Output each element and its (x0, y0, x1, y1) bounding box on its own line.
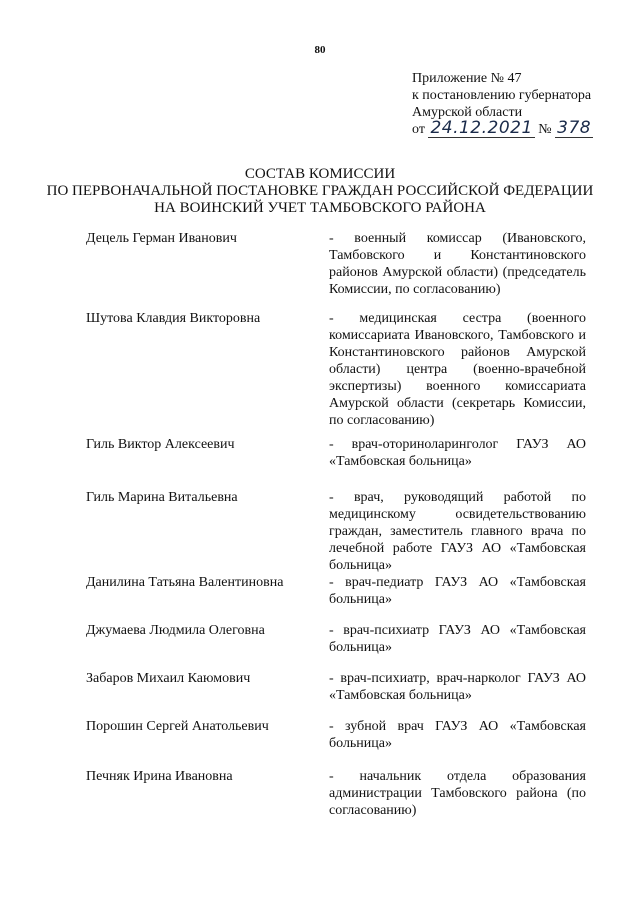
member-row (86, 670, 596, 718)
member-role: - врач-психиатр ГАУЗ АО «Тамбовская больница» (329, 623, 586, 655)
member-name: Шутова Клавдия Викторовна (86, 311, 261, 326)
member-row (86, 718, 596, 768)
handwritten-date: 24.12.2021 (430, 118, 533, 138)
document-title (0, 166, 640, 217)
member-name: Децель Герман Иванович (86, 231, 237, 246)
member-role: - врач-психиатр, врач-нарколог ГАУЗ АО «Тамбовская больница» (329, 671, 586, 703)
member-row (86, 489, 596, 574)
member-role: - начальник отдела образования администрации Тамбовского района (по согласованию) (329, 769, 586, 818)
appendix-decree-ref: к постановлению губернатора (412, 88, 592, 103)
handwritten-number: 378 (557, 118, 592, 138)
number-prefix: № (538, 122, 552, 137)
member-role: - врач-педиатр ГАУЗ АО «Тамбовская больница» (329, 575, 586, 607)
member-row (86, 574, 596, 622)
date-field (428, 118, 534, 138)
commission-roster (86, 230, 596, 819)
member-role: - зубной врач ГАУЗ АО «Тамбовская больница» (329, 719, 586, 751)
appendix-date-number-line (412, 118, 612, 138)
member-role: - военный комиссар (Ивановского, Тамбовского и Константиновского районов Амурской области) (председатель Комиссии, по согласованию) (329, 231, 586, 297)
member-row (86, 622, 596, 670)
member-row (86, 310, 596, 436)
member-name: Печняк Ирина Ивановна (86, 769, 233, 784)
number-field (555, 118, 593, 138)
appendix-block (412, 70, 612, 138)
member-name: Порошин Сергей Анатольевич (86, 719, 269, 734)
member-row (86, 436, 596, 489)
title-line-1: СОСТАВ КОМИССИИ (244, 166, 396, 182)
page-number: 80 (314, 44, 326, 56)
member-row (86, 768, 596, 819)
member-role: - медицинская сестра (военного комиссариата Ивановского, Тамбовского и Константиновского районов Амурской области) центра (военно-врачебной экспертизы) военного комиссариата Амурской области (секретарь Комиссии, по согласованию) (329, 311, 586, 428)
member-name: Забаров Михаил Каюмович (86, 671, 251, 686)
member-role: - врач, руководящий работой по медицинскому освидетельствованию граждан, заместитель главного врача по лечебной работе ГАУЗ АО «Тамбовская больница» (329, 490, 586, 573)
member-row (86, 230, 596, 310)
member-role: - врач-оториноларинголог ГАУЗ АО «Тамбовская больница» (329, 437, 586, 469)
member-name: Джумаева Людмила Олеговна (86, 623, 265, 638)
appendix-title: Приложение № 47 (412, 71, 522, 86)
member-name: Гиль Виктор Алексеевич (86, 437, 235, 452)
title-line-3: НА ВОИНСКИЙ УЧЕТ ТАМБОВСКОГО РАЙОНА (154, 200, 486, 216)
member-name: Данилина Татьяна Валентиновна (86, 575, 284, 590)
title-line-2: ПО ПЕРВОНАЧАЛЬНОЙ ПОСТАНОВКЕ ГРАЖДАН РОССИЙСКОЙ ФЕДЕРАЦИИ (46, 183, 594, 199)
member-name: Гиль Марина Витальевна (86, 490, 238, 505)
date-prefix: от (412, 122, 425, 137)
appendix-region: Амурской области (412, 105, 523, 120)
